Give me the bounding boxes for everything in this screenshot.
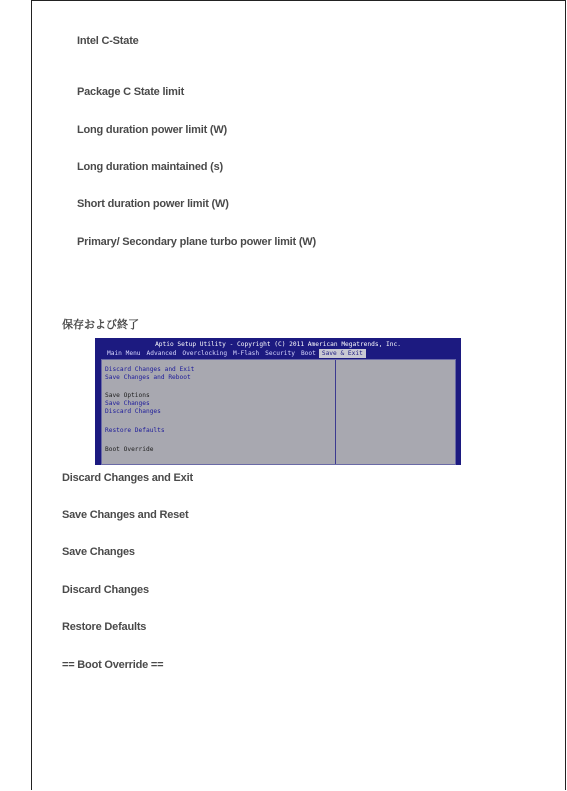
section-title: 保存および終了 xyxy=(62,318,139,331)
bios-tab-main-menu[interactable]: Main Menu xyxy=(107,350,141,357)
bios-tab-overclocking[interactable]: Overclocking xyxy=(182,350,228,357)
bios-item-save-changes[interactable]: Save Changes xyxy=(105,400,150,407)
bios-tab-save-exit[interactable]: Save & Exit xyxy=(319,349,366,358)
heading-intel-c-state: Intel C-State xyxy=(77,35,139,47)
bios-tab-bar xyxy=(104,349,366,358)
bios-item-discard-changes-exit[interactable]: Discard Changes and Exit xyxy=(105,366,195,373)
bios-screenshot xyxy=(95,338,461,465)
bios-tab-boot[interactable]: Boot xyxy=(300,350,316,357)
bios-menu-panel xyxy=(101,359,456,465)
heading-boot-override: == Boot Override == xyxy=(62,659,164,671)
bios-item-restore-defaults[interactable]: Restore Defaults xyxy=(105,427,165,434)
heading-save-changes-and-reset: Save Changes and Reset xyxy=(62,509,189,521)
heading-package-c-state-limit: Package C State limit xyxy=(77,86,185,98)
heading-plane-turbo-power-limit: Primary/ Secondary plane turbo power limit (W) xyxy=(77,236,316,248)
bios-tab-security[interactable]: Security xyxy=(265,350,295,357)
bios-tab-m-flash[interactable]: M-Flash xyxy=(233,350,260,357)
heading-long-duration-power-limit: Long duration power limit (W) xyxy=(77,124,228,136)
bios-title: Aptio Setup Utility - Copyright (C) 2011 American Megatrends, Inc. xyxy=(155,341,401,348)
heading-save-changes: Save Changes xyxy=(62,546,135,558)
heading-discard-changes: Discard Changes xyxy=(62,584,149,596)
heading-discard-changes-and-exit: Discard Changes and Exit xyxy=(62,472,193,484)
bios-tab-advanced[interactable]: Advanced xyxy=(146,350,177,357)
bios-item-save-changes-reboot[interactable]: Save Changes and Reboot xyxy=(105,374,191,381)
heading-short-duration-power-limit: Short duration power limit (W) xyxy=(77,198,229,210)
heading-restore-defaults: Restore Defaults xyxy=(62,621,147,633)
bios-label-boot-override: Boot Override xyxy=(105,446,154,453)
bios-help-divider xyxy=(335,360,336,464)
heading-long-duration-maintained: Long duration maintained (s) xyxy=(77,161,223,173)
bios-item-discard-changes[interactable]: Discard Changes xyxy=(105,408,161,415)
bios-label-save-options: Save Options xyxy=(105,392,150,399)
